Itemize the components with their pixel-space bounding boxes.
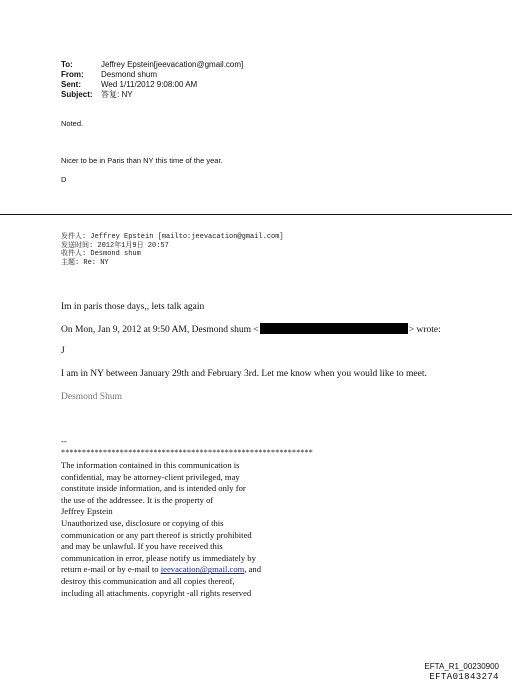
quote-line (61, 323, 441, 335)
subject-value: 答复: NY (101, 90, 133, 99)
disclaimer-line: destroy this communication and all copies thereof, (61, 575, 235, 586)
disclaimer-line: constitute inside information, and is intended only for (61, 483, 246, 494)
message-body: I am in NY between January 29th and February 3rd. Let me know when you would like to meet. (61, 369, 427, 379)
salutation: J (61, 346, 65, 356)
signature: Desmond Shum (61, 392, 122, 402)
sent-value: Wed 1/11/2012 9:08:00 AM (101, 80, 198, 89)
disclaimer-email-line (61, 564, 261, 576)
fwd-sent: 发送时间: 2012年1月9日 20:57 (61, 241, 169, 250)
subject-row (61, 90, 243, 100)
disclaimer-line: and may be unlawful. If you have received this (61, 541, 223, 552)
subject-label: Subject: (61, 90, 93, 99)
reply-noted: Noted. (61, 119, 84, 128)
disclaimer-line: communication or any part thereof is strictly prohibited (61, 529, 252, 540)
disclaimer-line: including all attachments. copyright -all rights reserved (61, 587, 252, 598)
sent-label: Sent: (61, 80, 81, 89)
dash-separator: -- (61, 436, 67, 446)
fwd-from: 发件人: Jeffrey Epstein [mailto:jeevacation@gmail.com] (61, 233, 284, 241)
disclaimer-line: The information contained in this communication is (61, 460, 240, 470)
from-label: From: (61, 70, 84, 79)
email-suffix: , and (244, 564, 262, 575)
redaction-bar (260, 323, 408, 334)
star-separator: ************************************************************ (61, 448, 313, 457)
to-label: To: (61, 60, 73, 69)
disclaimer (61, 460, 261, 599)
to-value: Jeffrey Epstein[jeevacation@gmail.com] (101, 60, 244, 69)
email-prefix: return e-mail or by e-mail to (61, 564, 161, 575)
forwarded-header (61, 233, 284, 267)
message-line1: Im in paris those days,, lets talk again (61, 302, 205, 312)
fwd-to: 收件人: Desmond shum (61, 250, 141, 259)
to-row (61, 60, 243, 70)
from-row (61, 70, 243, 80)
disclaimer-line: Jeffrey Epstein (61, 506, 113, 517)
email-link[interactable]: jeevacation@gmail.com (160, 564, 245, 575)
fwd-subject: 主题: Re: NY (61, 258, 109, 267)
disclaimer-line: Unauthorized use, disclosure or copying of this (61, 517, 224, 528)
quote-prefix: On Mon, Jan 9, 2012 at 9:50 AM, Desmond shum < (61, 325, 259, 335)
disclaimer-line: confidential, may be attorney-client privileged, may (61, 471, 240, 482)
reply-initial: D (61, 175, 67, 184)
reply-paris: Nicer to be in Paris than NY this time of the year. (61, 156, 223, 165)
email-header (61, 60, 243, 100)
bates-ref-1: EFTA_R1_00230900 (424, 662, 499, 671)
bates-ref-2: EFTA01843274 (429, 672, 499, 682)
from-value: Desmond shum (101, 70, 158, 79)
section-divider (0, 214, 512, 215)
sent-row (61, 80, 243, 90)
quote-suffix: > wrote: (408, 325, 441, 335)
disclaimer-line: the use of the addressee. It is the property of (61, 494, 214, 505)
disclaimer-line: communication in error, please notify us immediately by (61, 552, 256, 563)
